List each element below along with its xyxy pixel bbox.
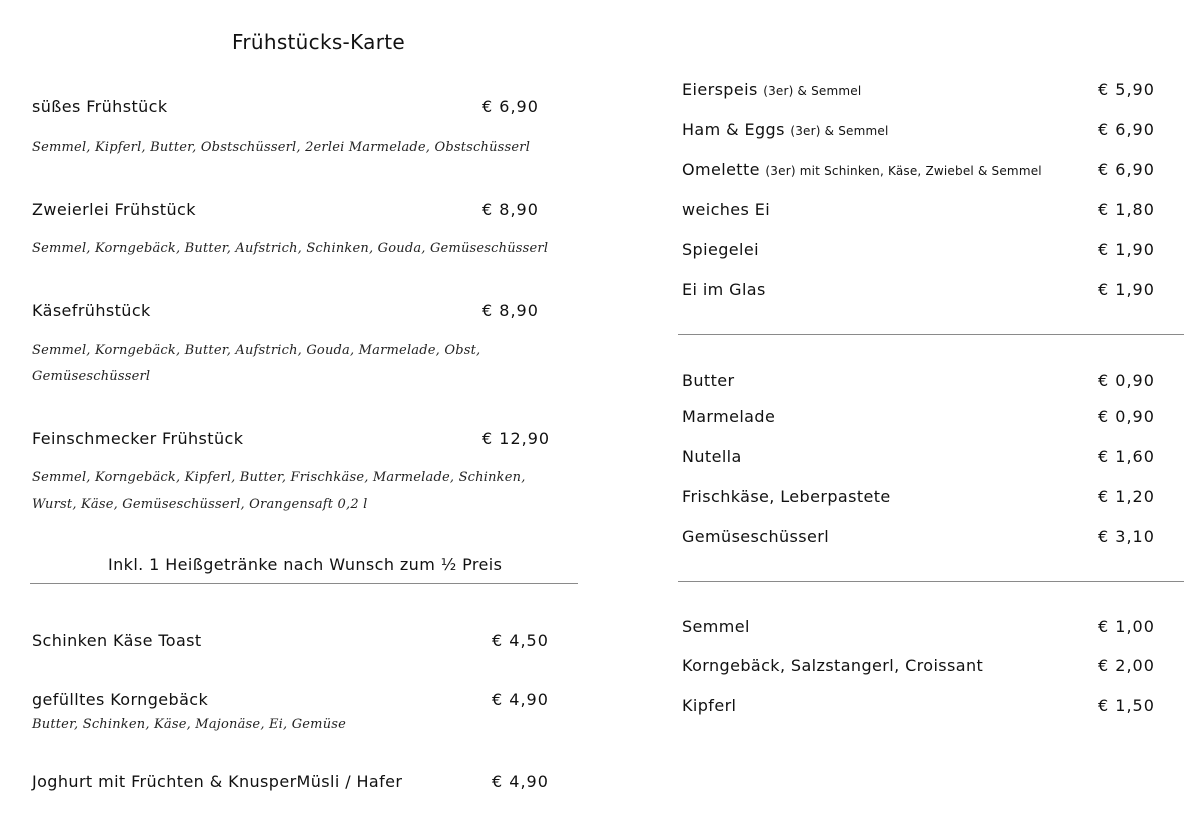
menu-item-name: Gemüseschüsserl (682, 527, 830, 546)
menu-item-name: Kipferl (682, 696, 737, 715)
menu-item-price: € 5,90 (1098, 80, 1155, 99)
menu-item-price: € 8,90 (482, 200, 539, 219)
divider (30, 583, 578, 584)
menu-item-description: Wurst, Käse, Gemüseschüsserl, Orangensaft 0,2 l (32, 497, 368, 512)
menu-item-name: Frischkäse, Leberpastete (682, 487, 891, 506)
menu-item-name: Marmelade (682, 407, 776, 426)
menu-item-name: Korngebäck, Salzstangerl, Croissant (682, 656, 984, 675)
menu-item-name: Nutella (682, 447, 742, 466)
menu-item-name: Butter (682, 371, 735, 390)
menu-item-price: € 1,00 (1098, 617, 1155, 636)
menu-item-price: € 12,90 (482, 429, 551, 448)
menu-item-extra: (3er) mit Schinken, Käse, Zwiebel & Semmel (765, 164, 1042, 178)
menu-item-price: € 4,90 (492, 690, 549, 709)
menu-item-price: € 1,60 (1098, 447, 1155, 466)
menu-item-name: Schinken Käse Toast (32, 631, 202, 650)
menu-item-price: € 6,90 (1098, 160, 1155, 179)
menu-item-price: € 0,90 (1098, 407, 1155, 426)
menu-item-price: € 2,00 (1098, 656, 1155, 675)
menu-item-description: Gemüseschüsserl (32, 369, 151, 384)
menu-item-name: süßes Frühstück (32, 97, 168, 116)
menu-item-price: € 1,20 (1098, 487, 1155, 506)
menu-item-price: € 6,90 (482, 97, 539, 116)
menu-item-price: € 0,90 (1098, 371, 1155, 390)
menu-item-name: Feinschmecker Frühstück (32, 429, 244, 448)
menu-item-price: € 4,90 (492, 772, 549, 791)
menu-item-name: Eierspeis (3er) & Semmel (682, 80, 862, 99)
menu-item-name: weiches Ei (682, 200, 771, 219)
divider (678, 581, 1184, 582)
menu-item-name: Omelette (3er) mit Schinken, Käse, Zwiebel & Semmel (682, 160, 1042, 179)
menu-item-name: Zweierlei Frühstück (32, 200, 196, 219)
page-title: Frühstücks-Karte (232, 30, 405, 54)
menu-item-extra: (3er) & Semmel (763, 84, 862, 98)
menu-item-price: € 1,90 (1098, 280, 1155, 299)
menu-item-price: € 1,80 (1098, 200, 1155, 219)
menu-item-description: Semmel, Korngebäck, Kipferl, Butter, Frischkäse, Marmelade, Schinken, (32, 470, 526, 485)
menu-item-description: Butter, Schinken, Käse, Majonäse, Ei, Gemüse (32, 717, 347, 732)
menu-item-price: € 4,50 (492, 631, 549, 650)
menu-item-description: Semmel, Korngebäck, Butter, Aufstrich, Schinken, Gouda, Gemüseschüsserl (32, 241, 549, 256)
menu-item-name: Joghurt mit Früchten & KnusperMüsli / Hafer (32, 772, 403, 791)
menu-item-price: € 8,90 (482, 301, 539, 320)
menu-item-name: Ham & Eggs (3er) & Semmel (682, 120, 889, 139)
menu-item-name: Semmel (682, 617, 750, 636)
menu-item-name: gefülltes Korngebäck (32, 690, 209, 709)
divider (678, 334, 1184, 335)
menu-item-description: Semmel, Kipferl, Butter, Obstschüsserl, 2erlei Marmelade, Obstschüsserl (32, 140, 531, 155)
menu-item-price: € 1,90 (1098, 240, 1155, 259)
menu-item-name: Käsefrühstück (32, 301, 151, 320)
menu-item-price: € 1,50 (1098, 696, 1155, 715)
menu-item-description: Semmel, Korngebäck, Butter, Aufstrich, Gouda, Marmelade, Obst, (32, 343, 481, 358)
menu-item-price: € 6,90 (1098, 120, 1155, 139)
menu-item-extra: (3er) & Semmel (790, 124, 889, 138)
hot-drink-note: Inkl. 1 Heißgetränke nach Wunsch zum ½ Preis (108, 555, 503, 574)
menu-item-name: Spiegelei (682, 240, 759, 259)
menu-item-name: Ei im Glas (682, 280, 766, 299)
menu-item-price: € 3,10 (1098, 527, 1155, 546)
